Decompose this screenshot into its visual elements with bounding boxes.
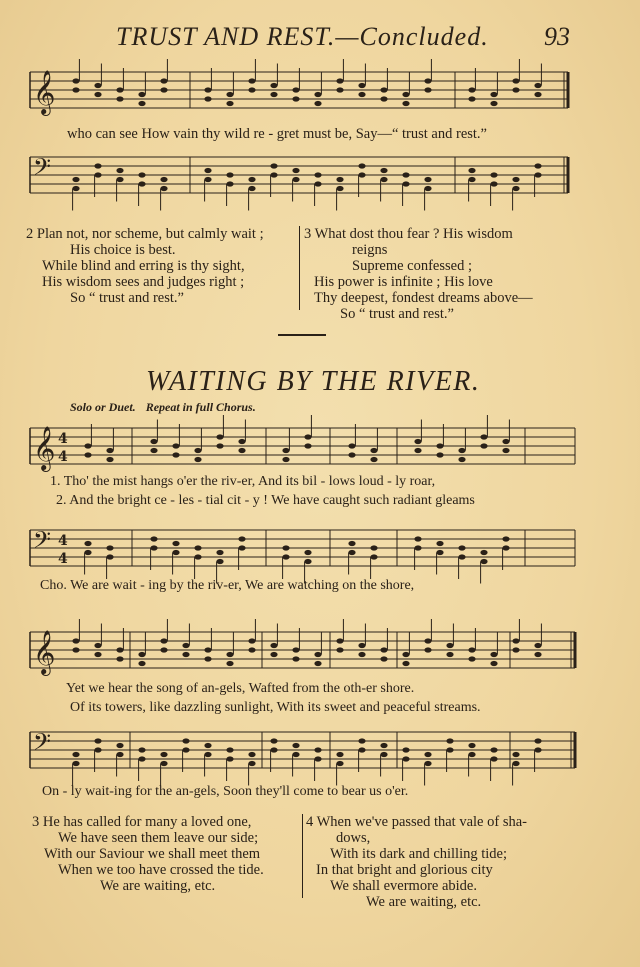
hymn2-stanza-3: 3 He has called for many a loved one, We have seen them leave our side; With our Saviour we shall meet them When we too have crossed the tide. We are waiting, etc. xyxy=(32,814,264,894)
note-head xyxy=(292,96,299,101)
note-head xyxy=(502,439,509,444)
note-head xyxy=(512,647,519,652)
note-head xyxy=(270,652,277,657)
note-head xyxy=(182,652,189,657)
note-head xyxy=(402,747,409,752)
note-head xyxy=(248,186,255,191)
note-head xyxy=(402,652,409,657)
note-head xyxy=(226,101,233,106)
note-head xyxy=(84,452,91,457)
note-head xyxy=(424,647,431,652)
note-head xyxy=(436,452,443,457)
note-head xyxy=(138,172,145,177)
note-head xyxy=(314,747,321,752)
note-head xyxy=(116,647,123,652)
note-head xyxy=(402,172,409,177)
note-head xyxy=(348,443,355,448)
note-head xyxy=(468,647,475,652)
note-head xyxy=(370,448,377,453)
system2-verse1: Yet we hear the song of an-gels, Wafted from the oth-er shore. xyxy=(66,681,415,696)
note-head xyxy=(160,647,167,652)
note-head xyxy=(94,172,101,177)
note-head xyxy=(106,545,113,550)
note-head xyxy=(72,186,79,191)
note-head xyxy=(490,101,497,106)
note-head xyxy=(94,163,101,168)
note-head xyxy=(468,743,475,748)
note-head xyxy=(292,647,299,652)
note-head xyxy=(226,756,233,761)
system1-chorus: Cho. We are wait - ing by the riv-er, We are watching on the shore, xyxy=(40,578,415,593)
note-head xyxy=(336,177,343,182)
note-head xyxy=(182,747,189,752)
note-head xyxy=(282,457,289,462)
note-head xyxy=(502,536,509,541)
note-head xyxy=(490,92,497,97)
note-head xyxy=(160,78,167,83)
note-head xyxy=(204,87,211,92)
note-head xyxy=(468,168,475,173)
note-head xyxy=(282,554,289,559)
note-head xyxy=(84,443,91,448)
hymn1-lyric-line: who can see How vain thy wild re - gret must be, Say—“ trust and rest.” xyxy=(67,126,487,142)
stanza-divider xyxy=(302,814,303,898)
note-head xyxy=(94,738,101,743)
note-head xyxy=(424,186,431,191)
repeat-note: Repeat in full Chorus. xyxy=(145,400,256,414)
note-head xyxy=(150,439,157,444)
system2-chorus: On - ly wait-ing for the an-gels, Soon they'll come to bear us o'er. xyxy=(42,784,409,799)
note-head xyxy=(106,554,113,559)
note-head xyxy=(490,172,497,177)
note-head xyxy=(238,448,245,453)
note-head xyxy=(248,78,255,83)
note-head xyxy=(402,101,409,106)
note-head xyxy=(414,448,421,453)
treble-clef: 𝄞 xyxy=(33,70,56,114)
note-head xyxy=(512,186,519,191)
system1-verse1: 1. Tho' the mist hangs o'er the riv-er, And its bil - lows loud - ly roar, xyxy=(50,474,436,489)
note-head xyxy=(358,92,365,97)
note-head xyxy=(292,177,299,182)
performance-note xyxy=(70,400,256,415)
note-head xyxy=(292,87,299,92)
page-number: 93 xyxy=(544,22,570,51)
note-head xyxy=(370,457,377,462)
note-head xyxy=(358,652,365,657)
note-head xyxy=(402,756,409,761)
note-head xyxy=(314,181,321,186)
note-head xyxy=(182,643,189,648)
note-head xyxy=(336,647,343,652)
note-head xyxy=(216,559,223,564)
treble-clef: 𝄞 xyxy=(33,630,56,674)
note-head xyxy=(226,92,233,97)
note-head xyxy=(534,172,541,177)
note-head xyxy=(534,652,541,657)
note-head xyxy=(348,452,355,457)
note-head xyxy=(204,656,211,661)
note-head xyxy=(160,177,167,182)
note-head xyxy=(304,550,311,555)
note-head xyxy=(160,761,167,766)
note-head xyxy=(348,550,355,555)
note-head xyxy=(380,96,387,101)
note-head xyxy=(84,550,91,555)
note-head xyxy=(84,541,91,546)
note-head xyxy=(172,541,179,546)
performance-label: Solo or Duet. xyxy=(70,400,136,414)
note-head xyxy=(468,87,475,92)
note-head xyxy=(160,186,167,191)
note-head xyxy=(512,87,519,92)
note-head xyxy=(72,761,79,766)
note-head xyxy=(226,747,233,752)
note-head xyxy=(490,756,497,761)
note-head xyxy=(150,448,157,453)
note-head xyxy=(94,652,101,657)
note-head xyxy=(72,87,79,92)
note-head xyxy=(370,554,377,559)
note-head xyxy=(446,738,453,743)
note-head xyxy=(314,661,321,666)
note-head xyxy=(238,439,245,444)
note-head xyxy=(138,652,145,657)
note-head xyxy=(248,177,255,182)
song-title: WAITING BY THE RIVER. xyxy=(146,366,481,397)
note-head xyxy=(336,752,343,757)
note-head xyxy=(534,643,541,648)
note-head xyxy=(94,643,101,648)
note-head xyxy=(160,752,167,757)
note-head xyxy=(314,652,321,657)
time-signature: 4 xyxy=(58,431,68,447)
note-head xyxy=(358,172,365,177)
time-signature: 4 xyxy=(58,449,68,465)
note-head xyxy=(138,181,145,186)
note-head xyxy=(248,87,255,92)
note-head xyxy=(446,652,453,657)
note-head xyxy=(370,545,377,550)
hymn1-stanza-3: 3 What dost thou fear ? His wisdom reigns Supreme confessed ; His power is infinite ; His love Thy deepest, fondest dreams above— So “ trust and rest.” xyxy=(304,226,533,322)
note-head xyxy=(348,541,355,546)
note-head xyxy=(358,83,365,88)
note-head xyxy=(402,181,409,186)
note-head xyxy=(468,656,475,661)
note-head xyxy=(204,96,211,101)
note-head xyxy=(380,87,387,92)
note-head xyxy=(138,756,145,761)
note-head xyxy=(106,448,113,453)
note-head xyxy=(138,661,145,666)
note-head xyxy=(490,652,497,657)
note-head xyxy=(72,177,79,182)
section-rule xyxy=(278,334,326,336)
note-head xyxy=(480,443,487,448)
note-head xyxy=(414,545,421,550)
note-head xyxy=(238,536,245,541)
note-head xyxy=(380,743,387,748)
note-head xyxy=(172,452,179,457)
note-head xyxy=(138,747,145,752)
note-head xyxy=(424,87,431,92)
note-head xyxy=(172,550,179,555)
note-head xyxy=(304,559,311,564)
note-head xyxy=(512,761,519,766)
note-head xyxy=(292,168,299,173)
note-head xyxy=(502,545,509,550)
note-head xyxy=(216,434,223,439)
note-head xyxy=(424,752,431,757)
note-head xyxy=(336,761,343,766)
note-head xyxy=(380,656,387,661)
note-head xyxy=(194,457,201,462)
note-head xyxy=(204,743,211,748)
note-head xyxy=(172,443,179,448)
bass-clef: 𝄢 xyxy=(33,526,52,559)
note-head xyxy=(270,92,277,97)
note-head xyxy=(446,747,453,752)
note-head xyxy=(480,559,487,564)
note-head xyxy=(270,738,277,743)
note-head xyxy=(226,181,233,186)
stanza-divider xyxy=(299,226,300,310)
note-head xyxy=(480,434,487,439)
note-head xyxy=(358,163,365,168)
note-head xyxy=(216,443,223,448)
note-head xyxy=(424,78,431,83)
note-head xyxy=(380,647,387,652)
note-head xyxy=(512,638,519,643)
note-head xyxy=(204,647,211,652)
note-head xyxy=(424,761,431,766)
treble-clef: 𝄞 xyxy=(33,426,56,470)
note-head xyxy=(336,87,343,92)
time-signature: 4 xyxy=(58,533,68,549)
system2-verse2: Of its towers, like dazzling sunlight, With its sweet and peaceful streams. xyxy=(70,700,481,715)
note-head xyxy=(194,545,201,550)
note-head xyxy=(458,457,465,462)
note-head xyxy=(490,181,497,186)
note-head xyxy=(402,661,409,666)
note-head xyxy=(248,647,255,652)
note-head xyxy=(160,638,167,643)
note-head xyxy=(458,448,465,453)
note-head xyxy=(292,752,299,757)
note-head xyxy=(238,545,245,550)
note-head xyxy=(248,638,255,643)
note-head xyxy=(116,87,123,92)
note-head xyxy=(358,747,365,752)
note-head xyxy=(160,87,167,92)
note-head xyxy=(194,554,201,559)
note-head xyxy=(402,92,409,97)
note-head xyxy=(248,761,255,766)
note-head xyxy=(502,448,509,453)
note-head xyxy=(534,92,541,97)
note-head xyxy=(116,168,123,173)
note-head xyxy=(414,536,421,541)
system1-verse2: 2. And the bright ce - les - tial cit - y ! We have caught such radiant gleams xyxy=(56,493,475,508)
note-head xyxy=(194,448,201,453)
note-head xyxy=(292,656,299,661)
note-head xyxy=(424,177,431,182)
note-head xyxy=(248,752,255,757)
note-head xyxy=(534,83,541,88)
note-head xyxy=(116,177,123,182)
note-head xyxy=(204,752,211,757)
note-head xyxy=(336,186,343,191)
note-head xyxy=(314,172,321,177)
note-head xyxy=(380,752,387,757)
note-head xyxy=(116,752,123,757)
note-head xyxy=(150,545,157,550)
note-head xyxy=(534,163,541,168)
note-head xyxy=(314,101,321,106)
note-head xyxy=(204,177,211,182)
note-head xyxy=(336,638,343,643)
note-head xyxy=(534,747,541,752)
note-head xyxy=(138,92,145,97)
note-head xyxy=(226,172,233,177)
note-head xyxy=(468,96,475,101)
note-head xyxy=(468,177,475,182)
note-head xyxy=(94,83,101,88)
note-head xyxy=(270,747,277,752)
note-head xyxy=(458,554,465,559)
note-head xyxy=(106,457,113,462)
note-head xyxy=(204,168,211,173)
note-head xyxy=(304,443,311,448)
note-head xyxy=(436,541,443,546)
note-head xyxy=(226,652,233,657)
note-head xyxy=(468,752,475,757)
bass-clef: 𝄢 xyxy=(33,728,52,761)
note-head xyxy=(314,756,321,761)
note-head xyxy=(304,434,311,439)
note-head xyxy=(270,172,277,177)
note-head xyxy=(358,738,365,743)
note-head xyxy=(116,656,123,661)
note-head xyxy=(314,92,321,97)
note-head xyxy=(512,78,519,83)
note-head xyxy=(270,163,277,168)
note-head xyxy=(380,168,387,173)
note-head xyxy=(270,83,277,88)
note-head xyxy=(282,448,289,453)
note-head xyxy=(150,536,157,541)
note-head xyxy=(116,743,123,748)
note-head xyxy=(446,643,453,648)
note-head xyxy=(436,443,443,448)
note-head xyxy=(282,545,289,550)
note-head xyxy=(358,643,365,648)
note-head xyxy=(72,638,79,643)
hymn2-stanza-4: 4 When we've passed that vale of sha- dows, With its dark and chilling tide; In that bright and glorious city We shall evermore abide. We are waiting, etc. xyxy=(306,814,527,910)
time-signature: 4 xyxy=(58,551,68,567)
note-head xyxy=(414,439,421,444)
note-head xyxy=(94,747,101,752)
note-head xyxy=(270,643,277,648)
note-head xyxy=(436,550,443,555)
note-head xyxy=(292,743,299,748)
note-head xyxy=(72,78,79,83)
note-head xyxy=(380,177,387,182)
note-head xyxy=(226,661,233,666)
note-head xyxy=(512,752,519,757)
note-head xyxy=(534,738,541,743)
note-head xyxy=(512,177,519,182)
note-head xyxy=(72,752,79,757)
hymn1-stanza-2: 2 Plan not, nor scheme, but calmly wait ; His choice is best. While blind and erring is thy sight, His wisdom sees and judges right ; So “ trust and rest.” xyxy=(26,226,264,306)
note-head xyxy=(458,545,465,550)
note-head xyxy=(490,747,497,752)
note-head xyxy=(490,661,497,666)
note-head xyxy=(216,550,223,555)
note-head xyxy=(72,647,79,652)
note-head xyxy=(116,96,123,101)
bass-clef: 𝄢 xyxy=(33,153,52,186)
note-head xyxy=(138,101,145,106)
page-header-title: TRUST AND REST.—Concluded. xyxy=(116,22,489,51)
note-head xyxy=(336,78,343,83)
note-head xyxy=(480,550,487,555)
note-head xyxy=(424,638,431,643)
note-head xyxy=(94,92,101,97)
note-head xyxy=(182,738,189,743)
